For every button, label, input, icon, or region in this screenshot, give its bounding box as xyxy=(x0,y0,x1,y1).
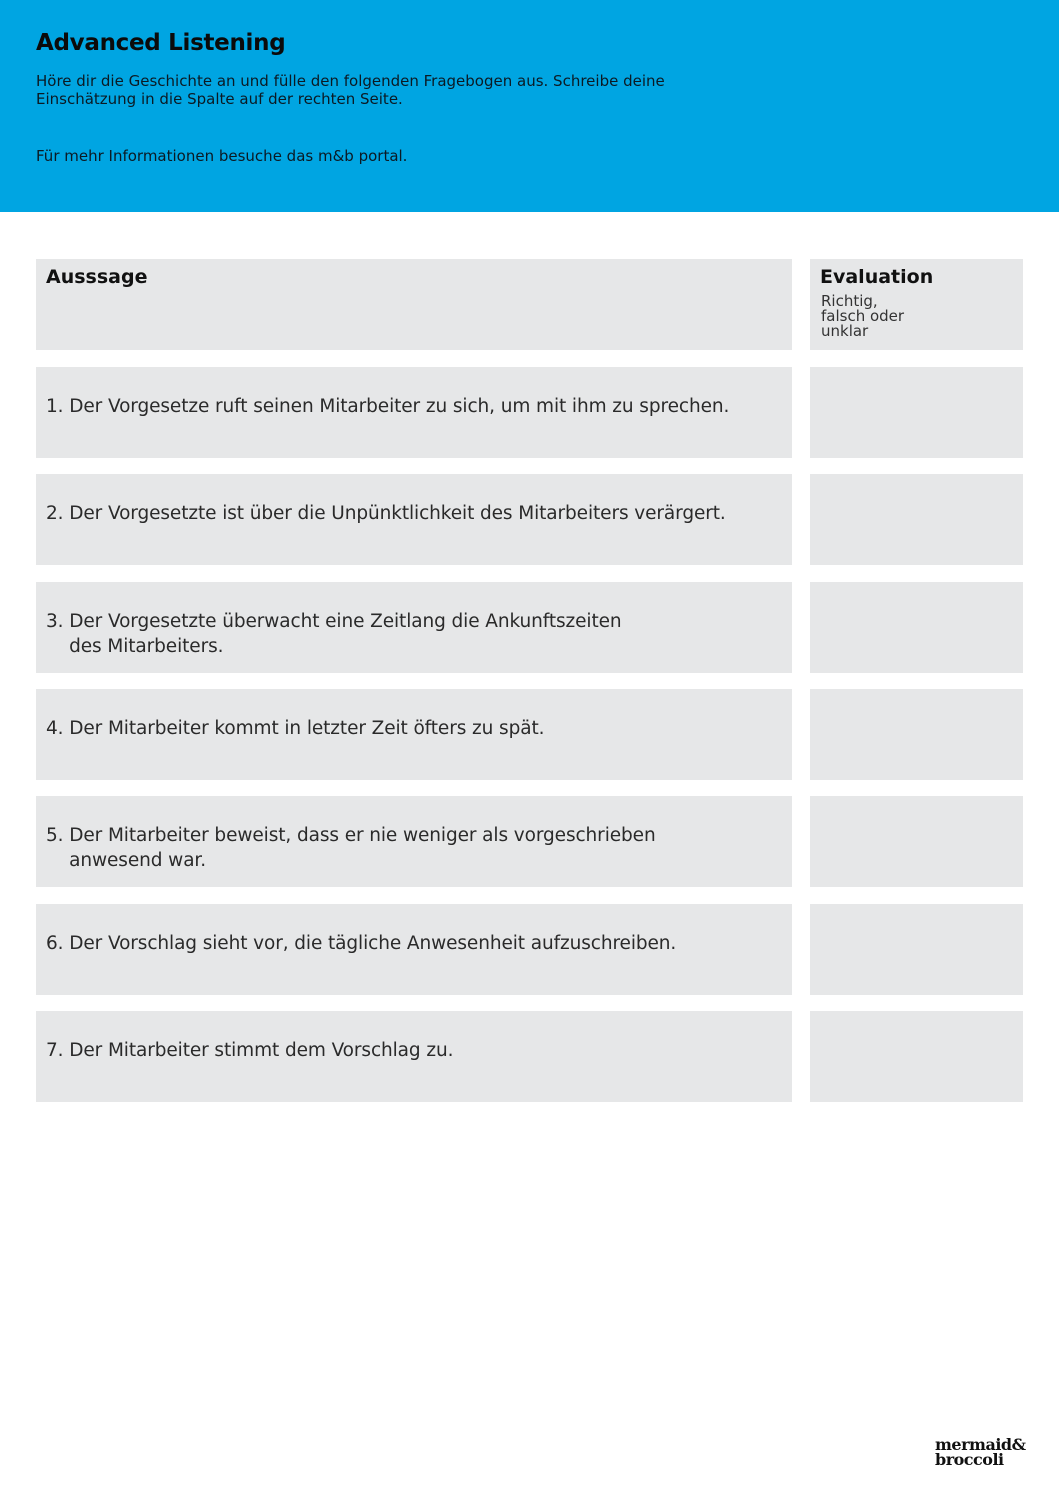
evaluation-input[interactable] xyxy=(810,582,1023,673)
evaluation-cell[interactable] xyxy=(810,689,1023,780)
evaluation-input[interactable] xyxy=(810,1011,1023,1102)
statement-text: 2. Der Vorgesetzte ist über die Unpünktlichkeit des Mitarbeiters verärgert. xyxy=(46,503,726,524)
evaluation-hint xyxy=(821,294,904,339)
evaluation-input[interactable] xyxy=(810,474,1023,565)
statement-header-label: Ausssage xyxy=(46,266,148,288)
evaluation-cell[interactable] xyxy=(810,474,1023,565)
evaluation-cell[interactable] xyxy=(810,582,1023,673)
evaluation-hint-line-2: falsch oder xyxy=(821,307,905,325)
evaluation-column-header xyxy=(810,259,1023,350)
statement-text: 1. Der Vorgesetze ruft seinen Mitarbeiter zu sich, um mit ihm zu sprechen. xyxy=(46,396,730,417)
statement-text: 4. Der Mitarbeiter kommt in letzter Zeit öfters zu spät. xyxy=(46,718,545,739)
evaluation-input[interactable] xyxy=(810,367,1023,458)
evaluation-input[interactable] xyxy=(810,904,1023,995)
evaluation-hint-line-1: Richtig, xyxy=(821,292,878,310)
statement-text: 7. Der Mitarbeiter stimmt dem Vorschlag zu. xyxy=(46,1040,454,1061)
header-banner xyxy=(0,0,1059,212)
evaluation-cell[interactable] xyxy=(810,1011,1023,1102)
table-row-statement xyxy=(36,1011,792,1102)
table-row-statement xyxy=(36,367,792,458)
logo-line-1: mermaid& xyxy=(935,1435,1026,1454)
table-row-statement xyxy=(36,474,792,565)
table-row-statement xyxy=(36,904,792,995)
intro-line-1: Höre dir die Geschichte an und fülle den folgenden Fragebogen aus. Schreibe deine xyxy=(36,72,665,90)
evaluation-header-label: Evaluation xyxy=(820,266,934,288)
table-row-statement xyxy=(36,796,792,887)
evaluation-input[interactable] xyxy=(810,689,1023,780)
intro-line-2: Einschätzung in die Spalte auf der rechten Seite. xyxy=(36,90,403,108)
brand-logo xyxy=(935,1437,1026,1467)
statement-text: 5. Der Mitarbeiter beweist, dass er nie weniger als vorgeschrieben anwesend war. xyxy=(46,825,656,871)
table-row-statement xyxy=(36,689,792,780)
page-title: Advanced Listening xyxy=(36,30,286,56)
evaluation-input[interactable] xyxy=(810,796,1023,887)
table-row-statement xyxy=(36,582,792,673)
evaluation-hint-line-3: unklar xyxy=(821,322,869,340)
more-info-text: Für mehr Informationen besuche das m&b portal. xyxy=(36,147,408,165)
evaluation-cell[interactable] xyxy=(810,796,1023,887)
logo-line-2: broccoli xyxy=(935,1450,1004,1469)
intro-text xyxy=(36,72,756,108)
evaluation-cell[interactable] xyxy=(810,904,1023,995)
statement-column-header xyxy=(36,259,792,350)
statement-text: 3. Der Vorgesetzte überwacht eine Zeitlang die Ankunftszeiten des Mitarbeiters. xyxy=(46,611,622,657)
statement-text: 6. Der Vorschlag sieht vor, die tägliche Anwesenheit aufzuschreiben. xyxy=(46,933,677,954)
evaluation-cell[interactable] xyxy=(810,367,1023,458)
